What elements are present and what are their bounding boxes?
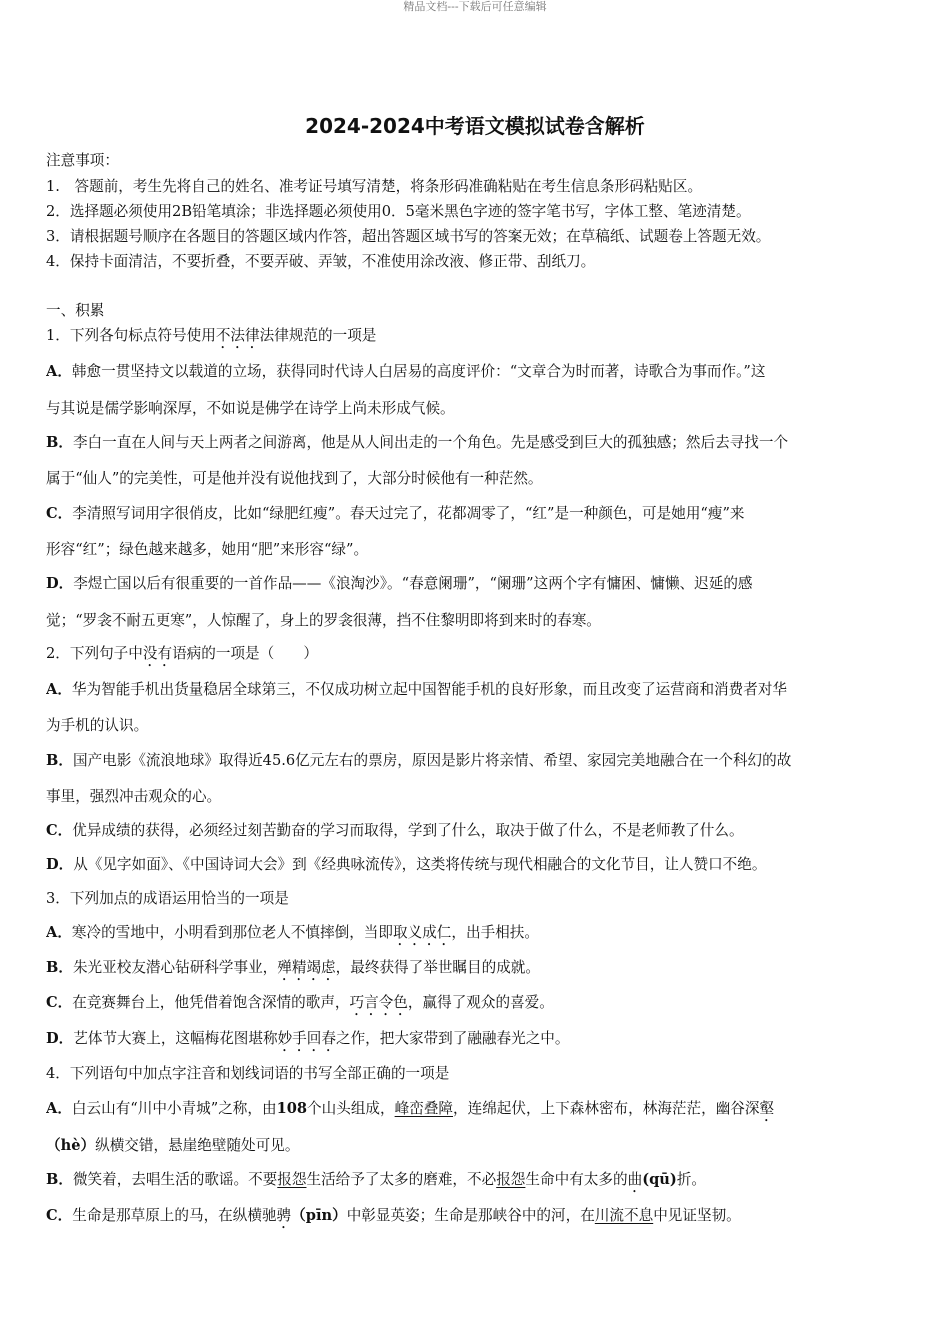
q2-option-b-cont: 事里，强烈冲击观众的心。 xyxy=(46,788,222,805)
option-text: 国产电影《流浪地球》取得近45.6亿元左右的票房，原因是影片将亲情、希望、家园完美地融合在一个科幻的故 xyxy=(72,752,792,769)
emphasized-char: 壑 xyxy=(759,1100,775,1117)
option-text: 在竞赛舞台上，他凭借着饱含深情的歌声， xyxy=(72,994,350,1011)
option-label: A． xyxy=(46,681,72,698)
underlined-word: 峰峦叠障 xyxy=(394,1100,454,1117)
emphasized-char: 骋 xyxy=(276,1207,292,1224)
underlined-word: 报怨 xyxy=(277,1171,307,1188)
option-label: B． xyxy=(46,434,73,451)
emphasized-text: 不法律 xyxy=(215,327,260,344)
option-text: ，赢得了观众的喜爱。 xyxy=(407,994,554,1011)
option-number: 108 xyxy=(276,1100,308,1117)
q1-option-d xyxy=(46,574,906,594)
option-text: ，最终获得了举世瞩目的成就。 xyxy=(335,959,540,976)
q3-option-d xyxy=(46,1029,906,1055)
option-text: 生命中有太多的 xyxy=(525,1171,628,1188)
option-label: A． xyxy=(46,1100,72,1117)
q2-option-c xyxy=(46,821,906,841)
q1-option-a-cont: 与其说是儒学影响深厚，不如说是佛学在诗学上尚未形成气候。 xyxy=(46,400,455,417)
emphasized-idiom: 取义成仁 xyxy=(393,924,452,941)
q1-option-b xyxy=(46,433,906,453)
q4-option-a-cont xyxy=(46,1136,906,1156)
option-label: B． xyxy=(46,959,73,976)
emphasized-idiom: 妙手回春 xyxy=(277,1030,336,1047)
emphasized-idiom: 殚精竭虑 xyxy=(277,959,336,976)
note-item: 3．请根据题号顺序在各题目的答题区域内作答，超出答题区域书写的答案无效；在草稿纸、试题卷上答题无效。 xyxy=(46,228,771,245)
option-text: 折。 xyxy=(676,1171,707,1188)
option-text: 生命是那草原上的马，在纵横驰 xyxy=(72,1207,277,1224)
option-label: A． xyxy=(46,924,72,941)
page-title: 2024-2024中考语文模拟试卷含解析 xyxy=(305,114,645,138)
note-item: 2．选择题必须使用2B铅笔填涂；非选择题必须使用0．5毫米黑色字迹的签字笔书写，字体工整、笔迹清楚。 xyxy=(46,203,751,220)
option-text: 韩愈一贯坚持文以载道的立场，获得同时代诗人白居易的高度评价：“文章合为时而著，诗歌合为事而作。”这 xyxy=(71,363,766,380)
option-text: 华为智能手机出货量稳居全球第三，不仅成功树立起中国智能手机的良好形象，而且改变了运营商和消费者对华 xyxy=(71,681,788,698)
q2-option-d xyxy=(46,855,906,875)
option-text: 中见证坚韧。 xyxy=(653,1207,741,1224)
option-label: C． xyxy=(46,505,73,522)
note-item: 4．保持卡面清洁，不要折叠，不要弄破、弄皱，不准使用涂改液、修正带、刮纸刀。 xyxy=(46,253,596,270)
q3-option-a xyxy=(46,923,906,949)
option-text: ，出手相扶。 xyxy=(451,924,539,941)
q1-option-a xyxy=(46,362,906,382)
underlined-word: 川流不息 xyxy=(594,1207,654,1224)
stem-text: 语病的一项是（ ） xyxy=(172,645,319,662)
option-text: 纵横交错，悬崖绝壁随处可见。 xyxy=(95,1137,300,1154)
option-label: C． xyxy=(46,822,73,839)
q4-option-b xyxy=(46,1170,906,1196)
pinyin: （hè） xyxy=(46,1137,96,1154)
notes-heading: 注意事项： xyxy=(46,152,119,169)
pinyin: (qū) xyxy=(642,1171,677,1188)
option-text: 艺体节大赛上，这幅梅花图堪称 xyxy=(73,1030,278,1047)
question-3-stem: 3．下列加点的成语运用恰当的一项是 xyxy=(46,890,289,907)
option-text: 白云山有“川中小青城”之称，由 xyxy=(71,1100,277,1117)
emphasized-idiom: 巧言令色 xyxy=(349,994,408,1011)
q2-option-b xyxy=(46,751,906,771)
option-text: ，连绵起伏，上下森林密布，林海茫茫，幽谷深 xyxy=(453,1100,760,1117)
option-text: 中彰显英姿；生命是那峡谷中的河，在 xyxy=(346,1207,595,1224)
q4-option-c xyxy=(46,1206,906,1232)
option-label: D． xyxy=(46,1030,74,1047)
note-item: 1. 答题前，考生先将自己的姓名、准考证号填写清楚，将条形码准确粘贴在考生信息条形码粘贴区。 xyxy=(46,178,703,195)
q1-option-b-cont: 属于“仙人”的完美性，可是他并没有说他找到了，大部分时候他有一种茫然。 xyxy=(46,470,543,487)
option-text: 之作，把大家带到了融融春光之中。 xyxy=(335,1030,570,1047)
option-label: B． xyxy=(46,1171,73,1188)
option-label: D． xyxy=(46,575,74,592)
option-text: 李白一直在人间与天上两者之间游离，他是从人间出走的一个角色。先是感受到巨大的孤独感；然后去寻找一个 xyxy=(72,434,789,451)
q2-option-a xyxy=(46,680,906,700)
q1-option-c-cont: 形容“红”；绿色越来越多，她用“肥”来形容“绿”。 xyxy=(46,541,369,558)
question-1-stem xyxy=(46,326,906,352)
option-label: C． xyxy=(46,994,73,1011)
question-2-stem xyxy=(46,644,906,670)
option-label: C． xyxy=(46,1207,73,1224)
pinyin: （pīn） xyxy=(291,1207,347,1224)
section-heading: 一、积累 xyxy=(46,302,105,319)
option-text: 微笑着，去唱生活的歌谣。不要 xyxy=(72,1171,278,1188)
option-text: 李煜亡国以后有很重要的一首作品——《浪淘沙》。“春意阑珊”，“阑珊”这两个字有慵困、慵懒、迟延的感 xyxy=(73,575,753,592)
option-text: 朱光亚校友潜心钻研科学事业， xyxy=(72,959,278,976)
q3-option-b xyxy=(46,958,906,984)
q1-option-d-cont: 觉；“罗衾不耐五更寒”，人惊醒了，身上的罗衾很薄，挡不住黎明即将到来时的春寒。 xyxy=(46,612,601,629)
option-text: 优异成绩的获得，必须经过刻苦勤奋的学习而取得，学到了什么，取决于做了什么，不是老师教了什么。 xyxy=(72,822,744,839)
q1-option-c xyxy=(46,504,906,524)
q3-option-c xyxy=(46,993,906,1019)
option-text: 生活给予了太多的磨难，不必 xyxy=(306,1171,497,1188)
option-label: B． xyxy=(46,752,73,769)
question-4-stem: 4．下列语句中加点字注音和划线词语的书写全部正确的一项是 xyxy=(46,1065,450,1082)
stem-text: 法律规范的一项是 xyxy=(259,327,377,344)
underlined-word: 报怨 xyxy=(496,1171,526,1188)
option-text: 李清照写词用字很俏皮，比如“绿肥红瘦”。春天过完了，花都凋零了，“红”是一种颜色，可是她用“瘦”来 xyxy=(72,505,745,522)
option-label: A． xyxy=(46,363,72,380)
header-note: 精品文档---下载后可任意编辑 xyxy=(403,0,547,13)
q4-option-a xyxy=(46,1099,906,1125)
option-text: 从《见字如面》、《中国诗词大会》到《经典咏流传》，这类将传统与现代相融合的文化节目，让人赞口不绝。 xyxy=(73,856,767,873)
stem-text: 2．下列句子中 xyxy=(46,645,143,662)
q2-option-a-cont: 为手机的认识。 xyxy=(46,717,149,734)
emphasized-text: 没有 xyxy=(142,645,173,662)
stem-text: 1．下列各句标点符号使用 xyxy=(46,327,216,344)
option-text: 寒冷的雪地中，小明看到那位老人不慎摔倒，当即 xyxy=(71,924,393,941)
option-text: 个山头组成， xyxy=(307,1100,395,1117)
option-label: D． xyxy=(46,856,74,873)
emphasized-char: 曲 xyxy=(627,1171,643,1188)
